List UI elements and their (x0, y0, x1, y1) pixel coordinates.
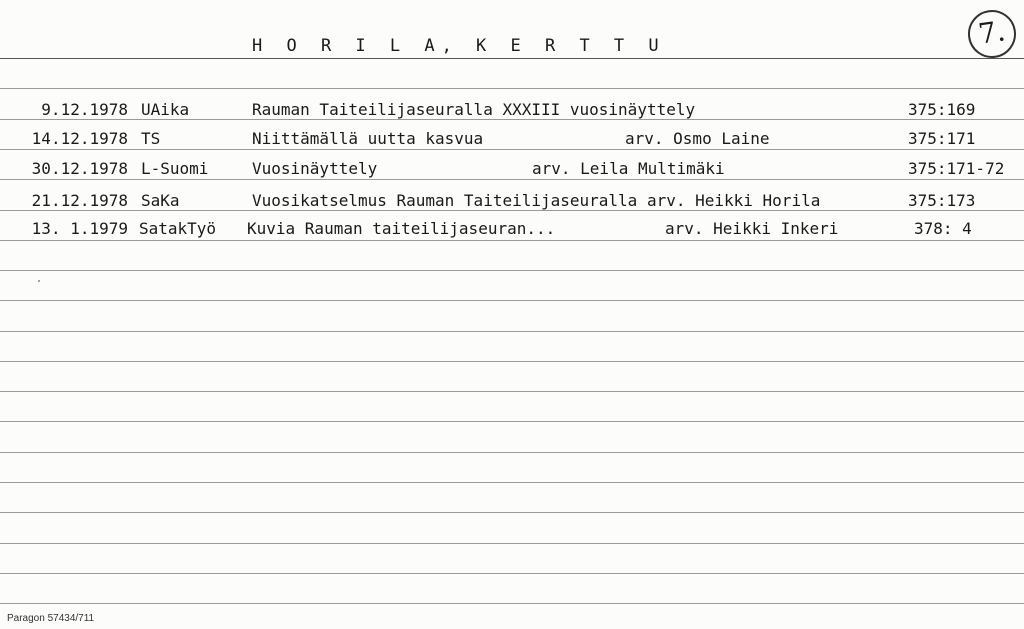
entry-date: 30.12.1978 (31, 159, 128, 178)
line-rule (0, 88, 1024, 89)
line-rule (0, 421, 1024, 422)
line-rule (0, 603, 1024, 604)
entry-ref: 375:171 (908, 129, 976, 148)
entry-ref: 375:169 (908, 100, 976, 119)
line-rule (0, 543, 1024, 544)
line-rule (0, 300, 1024, 301)
line-rule (0, 482, 1024, 483)
card-footer: Paragon 57434/711 (7, 613, 95, 624)
entry-text: Kuvia Rauman taiteilijaseuran... (247, 219, 556, 238)
line-rule (0, 452, 1024, 453)
entry-text: Niittämällä uutta kasvua (252, 129, 484, 148)
table-row (0, 159, 1024, 183)
entry-date: 14.12.1978 (31, 129, 128, 148)
line-rule (0, 270, 1024, 271)
entry-source: SaKa (141, 191, 180, 210)
entry-text: Vuosinäyttely (252, 159, 378, 178)
table-row (0, 191, 1024, 215)
line-rule (0, 361, 1024, 362)
speck (38, 280, 40, 282)
entry-source: UAika (141, 100, 190, 119)
card-number-stamp: 7. (965, 7, 1019, 61)
card-title: H O R I L A, K E R T T U (252, 36, 666, 56)
entry-text: Rauman Taiteilijaseuralla XXXIII vuosinäyttely (252, 100, 696, 119)
line-rule (0, 573, 1024, 574)
entry-date: 9.12.1978 (41, 100, 128, 119)
entry-source: SatakTyö (139, 219, 217, 238)
entry-ref: 375:171-72 (908, 159, 1005, 178)
entry-date: 21.12.1978 (31, 191, 128, 210)
line-rule (0, 391, 1024, 392)
entry-ref: 375:173 (908, 191, 976, 210)
entry-text: Vuosikatselmus Rauman Taiteilijaseuralla arv. Heikki Horila (252, 191, 821, 210)
entry-reviewer: arv. Heikki Inkeri (665, 219, 839, 238)
line-rule (0, 512, 1024, 513)
table-row (0, 219, 1024, 243)
entry-source: L-Suomi (141, 159, 209, 178)
entry-ref: 378: 4 (914, 219, 972, 238)
entry-source: TS (141, 129, 161, 148)
table-row (0, 100, 1024, 124)
line-rule (0, 331, 1024, 332)
entry-reviewer: arv. Osmo Laine (625, 129, 770, 148)
entry-date: 13. 1.1979 (31, 219, 128, 238)
header-rule (0, 58, 1024, 59)
entry-reviewer: arv. Leila Multimäki (532, 159, 725, 178)
table-row (0, 129, 1024, 153)
